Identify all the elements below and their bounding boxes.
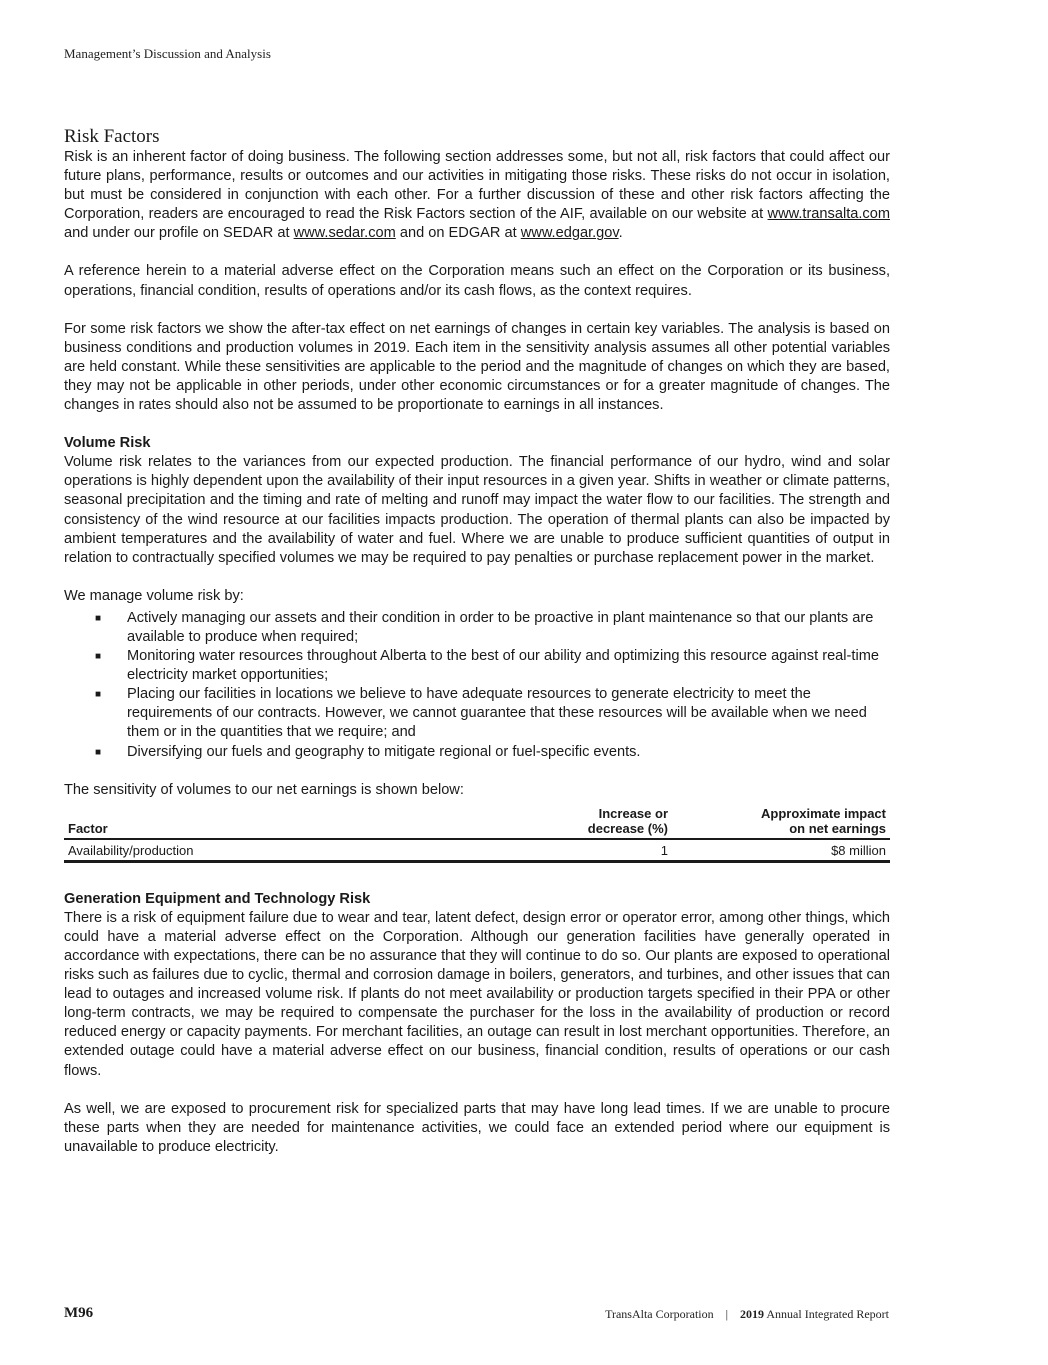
table-row: [64, 839, 890, 862]
section-title: Risk Factors: [64, 126, 160, 147]
sedar-link[interactable]: www.sedar.com: [293, 225, 396, 242]
transalta-link[interactable]: www.transalta.com: [767, 206, 890, 223]
impact-header: Approximate impact on net earnings: [672, 806, 890, 839]
main-content: [64, 125, 890, 1157]
list-item: ■ Diversifying our fuels and geography to mitigate regional or fuel-specific events.: [64, 743, 890, 762]
list-item: ■ Actively managing our assets and their condition in order to be proactive in plant maintenance so that our plants are available to produce when required;: [95, 609, 874, 645]
change-header: Increase or decrease (%): [544, 806, 672, 839]
footer-year: 2019: [740, 1307, 765, 1321]
equipment-risk-paragraph: There is a risk of equipment failure due to wear and tear, latent defect, design error or operator error, among other things, which could have a material adverse effect on the Corporation. Although our generation facilities have generally operated in accordance with expectations, there can be no assurance that they will continue to do so. Our plants are exposed to operational risks such as failures due to cyclic, thermal and corrosion damage in boilers, generators, and turbines, and other issues that can lead to outages and increased volume risk. If plants do not meet availability or production targets specified in their PPA or other long-term contracts, we may be required to compensate the purchaser for the loss in the availability of production or record reduced energy or capacity payments. For merchant facilities, an outage can result in lost merchant opportunities. Therefore, an extended outage could have a material adverse effect on our business, financial condition, results of operations or our cash flows.: [64, 909, 890, 1079]
page-number: M96: [64, 1305, 94, 1321]
edgar-link[interactable]: www.edgar.gov: [520, 225, 619, 242]
footer-report-info: [605, 1307, 889, 1322]
bullet-icon: ■: [95, 651, 102, 663]
volume-risk-paragraph: Volume risk relates to the variances from our expected production. The financial performance of our hydro, wind and solar operations is highly dependent upon the availability of their input resources in a given year. Shifts in weather or climate patterns, seasonal precipitation and the timing and rate of melting and runoff may impact the water flow to our facilities. The strength and consistency of the wind resource at our facilities impacts production. The operation of thermal plants can also be impacted by ambient temperatures and the availability of water and fuel. Where we are unable to produce sufficient quantities of output in relation to contractually specified volumes we may be required to pay penalties or purchase replacement power in the market.: [64, 454, 890, 566]
bullet-icon: ■: [95, 612, 102, 624]
impact-cell: $8 million: [672, 839, 890, 862]
sensitivity-intro: The sensitivity of volumes to our net earnings is shown below:: [64, 781, 464, 798]
running-header: Management’s Discussion and Analysis: [64, 46, 271, 61]
footer-report-title: Annual Integrated Report: [766, 1307, 889, 1321]
volume-risk-heading: Volume Risk: [64, 435, 151, 452]
list-item: ■ Monitoring water resources throughout Alberta to the best of our ability and optimizing this resource against real-time electricity market opportunities;: [95, 648, 879, 684]
footer-separator: |: [725, 1307, 729, 1321]
intro-paragraph: Risk is an inherent factor of doing business. The following section addresses some, but not all, risk factors that could affect our future plans, performance, results or outcomes and our activities in mitigating those risks. These risks do not occur in isolation, but must be considered in conjunction with each other. For a further discussion of these and other risk factors affecting the Corporation, readers are encouraged to read the Risk Factors section of the AIF, available on our website at www.transalta.com and under our profile on SEDAR at www.sedar.com and on EDGAR at www.edgar.gov.: [64, 149, 890, 242]
list-item: ■ Placing our facilities in locations we believe to have adequate resources to generate electricity to meet the requirements of our contracts. However, we cannot guarantee that these resources will be available when we need them or in the quantities that we require; and: [95, 686, 867, 741]
material-adverse-paragraph: A reference herein to a material adverse effect on the Corporation means such an effect on the Corporation or its business, operations, financial condition, results of operations and/or its cash flows, as the context requires.: [64, 263, 890, 299]
procurement-risk-paragraph: As well, we are exposed to procurement risk for specialized parts that may have long lead times. If we are unable to procure these parts when they are needed for maintenance activities, we could face an extended period where our equipment is unavailable to produce electricity.: [64, 1100, 890, 1155]
bullet-icon: ■: [95, 746, 102, 758]
change-cell: 1: [544, 839, 672, 862]
table-header-row: [64, 806, 890, 839]
volume-risk-list: [64, 609, 890, 762]
sensitivity-paragraph: For some risk factors we show the after-tax effect on net earnings of changes in certain key variables. The analysis is based on business conditions and production volumes in 2019. Each item in the sensitivity analysis assumes all other potential variables are held constant. While these sensitivities are applicable to the period and the magnitude of changes on which they are based, they may not be applicable in other periods, under other economic circumstances or for a greater magnitude of changes. The changes in rates should also not be assumed to be proportionate to earnings in all instances.: [64, 320, 890, 414]
footer-company: TransAlta Corporation: [605, 1307, 714, 1321]
factor-header: Factor: [64, 806, 517, 839]
manage-intro: We manage volume risk by:: [64, 587, 244, 604]
bullet-icon: ■: [95, 689, 102, 701]
sensitivity-table: [64, 806, 890, 863]
factor-cell: Availability/production: [64, 839, 517, 862]
equipment-risk-heading: Generation Equipment and Technology Risk: [64, 890, 371, 907]
